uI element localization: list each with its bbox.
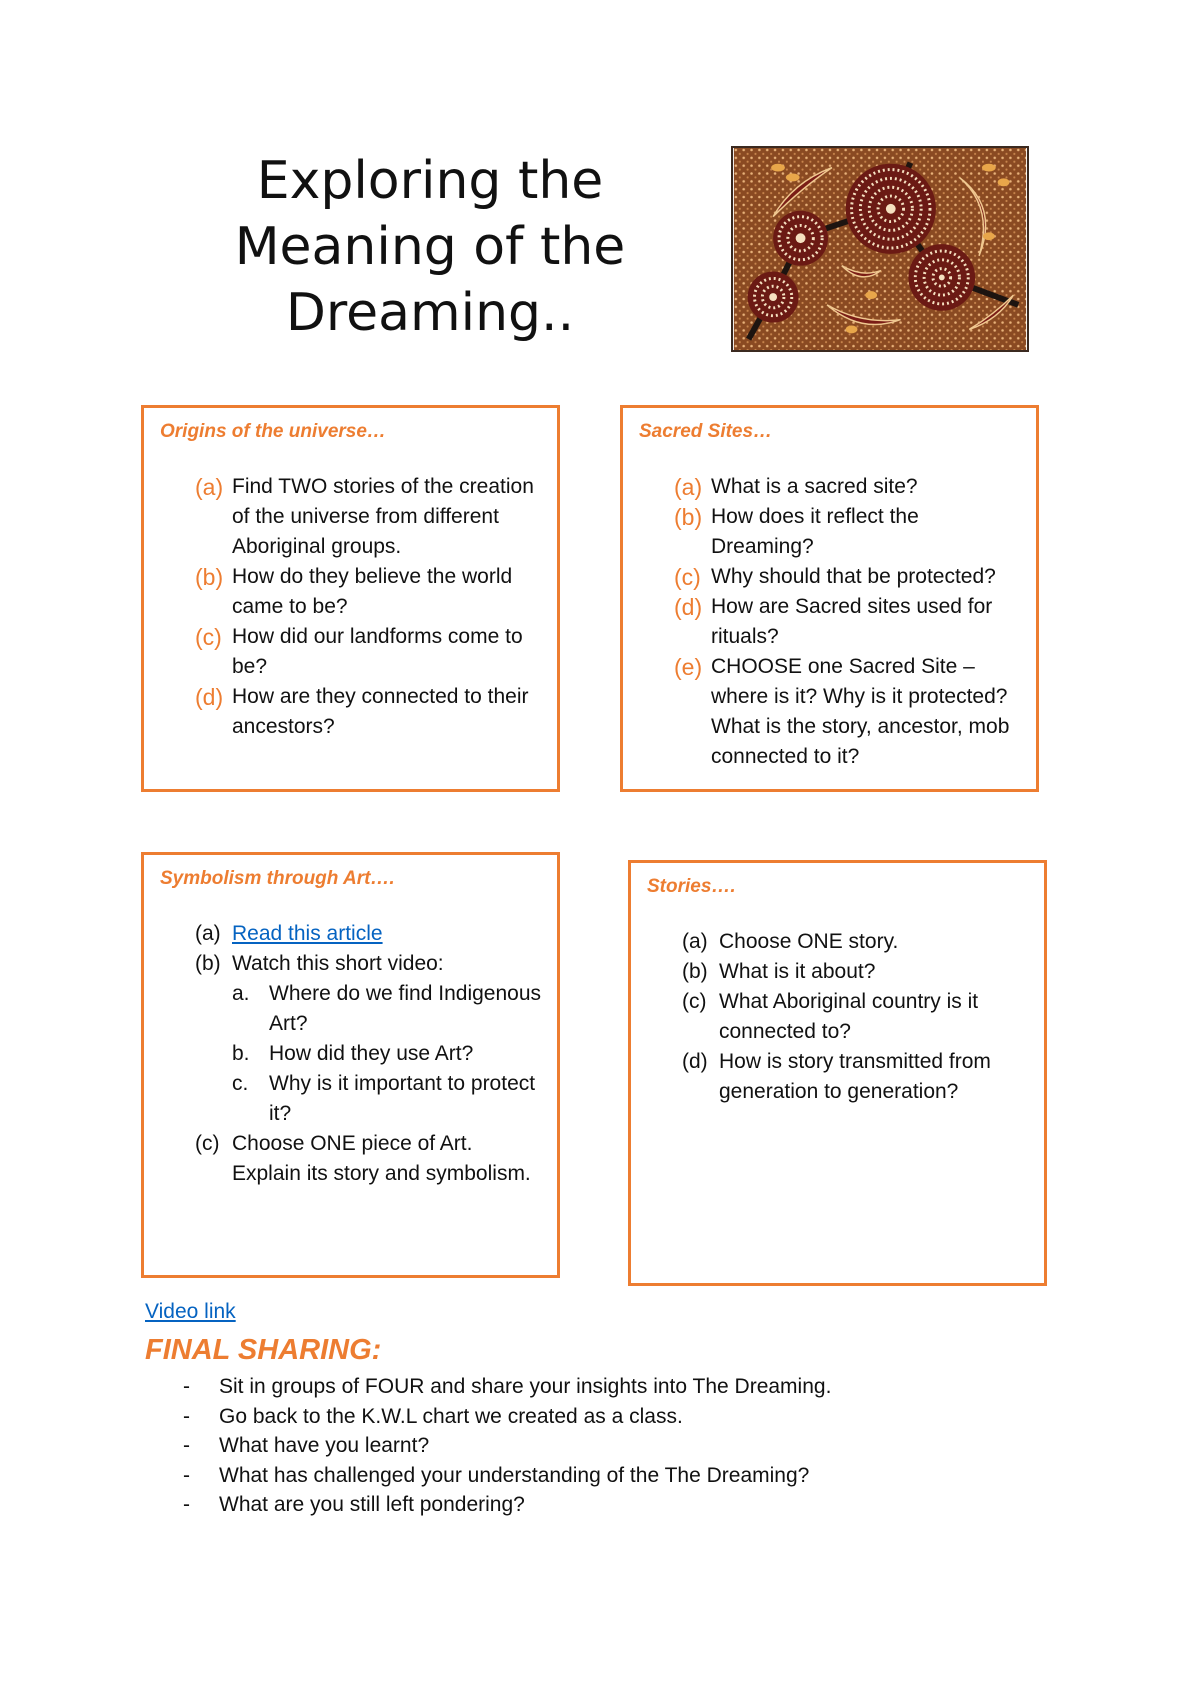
- list-marker: (a): [195, 922, 221, 945]
- sharing-item-text: Go back to the K.W.L chart we created as a class.: [219, 1404, 683, 1428]
- final-sharing-list: [183, 1372, 831, 1520]
- question-text: CHOOSE one Sacred Site – where is it? Why is it protected? What is the story, ancestor, mob connected to it?: [711, 655, 1010, 768]
- symbolism-question-list-cont: [160, 1129, 541, 1189]
- stories-question-list: [647, 927, 1028, 1107]
- list-item: [195, 979, 541, 1039]
- title-line-3: Dreaming..: [285, 283, 575, 343]
- question-text: What is a sacred site?: [711, 475, 918, 498]
- list-item: [183, 1431, 831, 1461]
- question-text: Why is it important to protect it?: [269, 1072, 536, 1125]
- question-text: Why should that be protected?: [711, 565, 996, 588]
- list-item: [647, 987, 1028, 1047]
- question-text: How do they believe the world came to be?: [232, 565, 513, 618]
- read-article-link[interactable]: Read this article: [232, 922, 383, 945]
- list-marker: b.: [232, 1042, 250, 1065]
- symbolism-question-list: [160, 919, 541, 979]
- page-title: [190, 148, 670, 346]
- video-link[interactable]: Video link: [145, 1300, 236, 1323]
- question-text: What is it about?: [719, 960, 876, 983]
- list-item: [160, 682, 541, 742]
- list-marker: (a): [674, 474, 703, 500]
- question-text: Choose ONE piece of Art. Explain its story and symbolism.: [232, 1132, 531, 1185]
- bullet-dash: -: [183, 1493, 190, 1516]
- question-text: How are they connected to their ancestors?: [232, 685, 529, 738]
- list-item: [183, 1372, 831, 1402]
- list-marker: (c): [195, 624, 222, 650]
- symbolism-title: Symbolism through Art….: [160, 868, 395, 889]
- list-item: [639, 472, 1020, 502]
- stories-box: [628, 860, 1047, 1286]
- list-marker: (d): [674, 594, 703, 620]
- list-item: [160, 472, 541, 562]
- video-subquestion-list: [195, 979, 541, 1129]
- list-marker: a.: [232, 982, 250, 1005]
- list-item: [160, 949, 541, 979]
- bullet-dash: -: [183, 1434, 190, 1457]
- stories-title: Stories….: [647, 876, 736, 897]
- list-marker: (d): [682, 1050, 708, 1073]
- list-item: [183, 1402, 831, 1432]
- question-text: How did our landforms come to be?: [232, 625, 523, 678]
- question-text: Watch this short video:: [232, 952, 444, 975]
- list-item: [647, 927, 1028, 957]
- sharing-item-text: What are you still left pondering?: [219, 1493, 525, 1516]
- list-item: [647, 1047, 1028, 1107]
- list-item: [639, 562, 1020, 592]
- sacred-sites-box: [620, 405, 1039, 792]
- list-item: [160, 562, 541, 622]
- question-text: Where do we find Indigenous Art?: [269, 982, 542, 1035]
- aboriginal-dot-painting-image: [731, 146, 1029, 352]
- list-item: [639, 502, 1020, 562]
- bullet-dash: -: [183, 1375, 190, 1398]
- question-text: What Aboriginal country is it connected to?: [719, 990, 979, 1043]
- bullet-dash: -: [183, 1404, 190, 1428]
- bullet-dash: -: [183, 1463, 190, 1487]
- list-item: [183, 1461, 831, 1491]
- title-line-2: Meaning of the: [234, 217, 626, 277]
- sharing-item-text: What has challenged your understanding of the The Dreaming?: [219, 1463, 810, 1487]
- sacred-question-list: [639, 472, 1020, 772]
- list-item: [160, 1129, 541, 1189]
- list-item: [195, 1069, 541, 1129]
- list-marker: (c): [674, 564, 701, 590]
- final-sharing-heading: FINAL SHARING:: [145, 1334, 382, 1366]
- question-text: How is story transmitted from generation to generation?: [719, 1050, 991, 1103]
- list-marker: (b): [195, 564, 224, 590]
- list-item: [195, 1039, 541, 1069]
- list-marker: (b): [674, 504, 703, 530]
- list-item: [183, 1490, 831, 1520]
- list-marker: (c): [682, 990, 707, 1013]
- question-text: How did they use Art?: [269, 1042, 474, 1065]
- list-item: [639, 652, 1020, 772]
- question-text: Find TWO stories of the creation of the universe from different Aboriginal groups.: [232, 475, 534, 558]
- list-marker: (a): [195, 474, 224, 500]
- list-marker: (d): [195, 684, 224, 710]
- list-marker: (c): [195, 1132, 220, 1155]
- list-item: [639, 592, 1020, 652]
- question-text: How does it reflect the Dreaming?: [711, 505, 919, 558]
- symbolism-box: [141, 852, 560, 1278]
- sharing-item-text: Sit in groups of FOUR and share your insights into The Dreaming.: [219, 1375, 832, 1398]
- list-item: [160, 919, 541, 949]
- sharing-item-text: What have you learnt?: [219, 1434, 430, 1457]
- list-item: [647, 957, 1028, 987]
- list-marker: (b): [682, 960, 708, 983]
- list-marker: (b): [195, 952, 221, 975]
- list-marker: c.: [232, 1072, 249, 1095]
- list-marker: (e): [674, 654, 703, 680]
- title-line-1: Exploring the: [256, 151, 604, 211]
- list-item: [160, 622, 541, 682]
- origins-question-list: [160, 472, 541, 742]
- sacred-sites-title: Sacred Sites…: [639, 421, 773, 442]
- origins-title: Origins of the universe…: [160, 421, 386, 442]
- origins-box: [141, 405, 560, 792]
- question-text: How are Sacred sites used for rituals?: [711, 595, 993, 648]
- list-marker: (a): [682, 930, 708, 953]
- question-text: Choose ONE story.: [719, 930, 899, 953]
